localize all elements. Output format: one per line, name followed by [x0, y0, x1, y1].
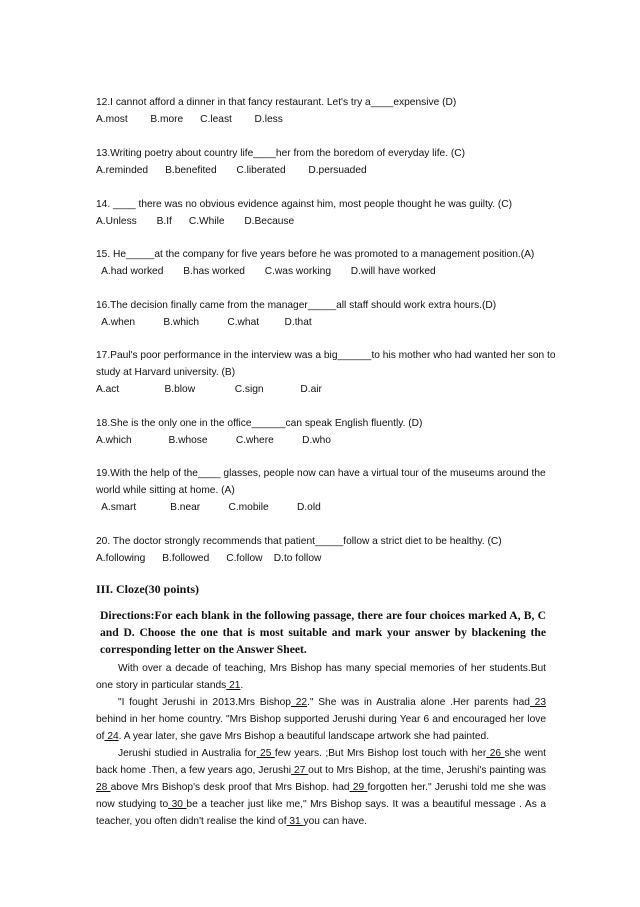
question-14 — [96, 196, 556, 230]
question-15 — [96, 246, 556, 280]
question-options: A.smart B.near C.mobile D.old — [96, 502, 321, 513]
passage-paragraph: "I fought Jerushi in 2013.Mrs Bishop 22." She was in Australia alone .Her parents had 23 behind in her home country. "Mrs Bishop supported Jerushi during Year 6 and encouraged her love of 24. A year later, she gave Mrs Bishop a beautiful landscape artwork she had painted. — [96, 697, 546, 742]
question-options: A.act B.blow C.sign D.air — [96, 384, 322, 395]
question-options: A.had worked B.has worked C.was working D.will have worked — [96, 266, 436, 277]
section-directions: Directions:For each blank in the following passage, there are four choices marked A, B, C and D. Choose the one that is most suitable and mark your answer by blackening the corresponding letter on the Answer Sheet. — [100, 609, 546, 656]
passage-paragraph: Jerushi studied in Australia for 25 few years. ;But Mrs Bishop lost touch with her 26 she went back home .Then, a few years ago, Jerushi 27 out to Mrs Bishop, at the time, Jerushi's painting was 28 above Mrs Bishop's desk proof that Mrs Bishop. had 29 forgotten her." Jerushi told me she was now studying to 30 be a teacher just like me," Mrs Bishop says. It was a beautiful message . As a teacher, you often didn't realise the kind of 31 you can have. — [96, 748, 547, 827]
blank-31: 31 — [286, 816, 304, 827]
passage-paragraph: With over a decade of teaching, Mrs Bishop has many special memories of her students.But one story in particular stands 21. — [96, 663, 546, 691]
blank-29: 29 — [349, 782, 368, 793]
question-17 — [96, 347, 556, 398]
question-stem: 14. ____ there was no obvious evidence against him, most people thought he was guilty. (C) — [96, 199, 513, 210]
question-stem: 15. He_____at the company for five years before he was promoted to a management position.(A) — [96, 249, 535, 260]
question-stem: 17.Paul's poor performance in the interview was a big______to his mother who had wanted her son to study at Harvard university. (B) — [96, 350, 556, 378]
question-stem: 20. The doctor strongly recommends that patient_____follow a strict diet to be healthy. (C) — [96, 536, 502, 547]
question-16 — [96, 297, 556, 331]
blank-23: 23 — [529, 697, 546, 708]
blank-21: 21 — [226, 680, 241, 691]
blank-25: 25 — [256, 748, 275, 759]
question-stem: 19.With the help of the____ glasses, people now can have a virtual tour of the museums around the world while sitting at home. (A) — [96, 468, 546, 496]
blank-28: 28 — [96, 782, 111, 793]
question-options: A.which B.whose C.where D.who — [96, 435, 331, 446]
question-options: A.most B.more C.least D.less — [96, 114, 283, 125]
question-19 — [96, 465, 556, 516]
question-20 — [96, 533, 556, 567]
blank-30: 30 — [168, 799, 187, 810]
question-options: A.when B.which C.what D.that — [96, 317, 312, 328]
section-title: III. Cloze(30 points) — [96, 582, 200, 596]
blank-24: 24 — [104, 731, 119, 742]
question-stem: 16.The decision finally came from the manager_____all staff should work extra hours.(D) — [96, 300, 497, 311]
question-options: A.reminded B.benefited C.liberated D.persuaded — [96, 165, 367, 176]
question-options: A.following B.followed C.follow D.to follow — [96, 553, 322, 564]
question-stem: 18.She is the only one in the office______can speak English fluently. (D) — [96, 418, 423, 429]
question-stem: 13.Writing poetry about country life____her from the boredom of everyday life. (C) — [96, 148, 466, 159]
blank-22: 22 — [290, 697, 308, 708]
question-13 — [96, 145, 556, 179]
blank-27: 27 — [291, 765, 309, 776]
cloze-passage — [96, 660, 546, 830]
question-stem: 12.I cannot afford a dinner in that fancy restaurant. Let's try a____expensive (D) — [96, 97, 457, 108]
question-options: A.Unless B.If C.While D.Because — [96, 216, 295, 227]
question-12 — [96, 94, 556, 128]
blank-26: 26 — [486, 748, 505, 759]
question-18 — [96, 415, 556, 449]
